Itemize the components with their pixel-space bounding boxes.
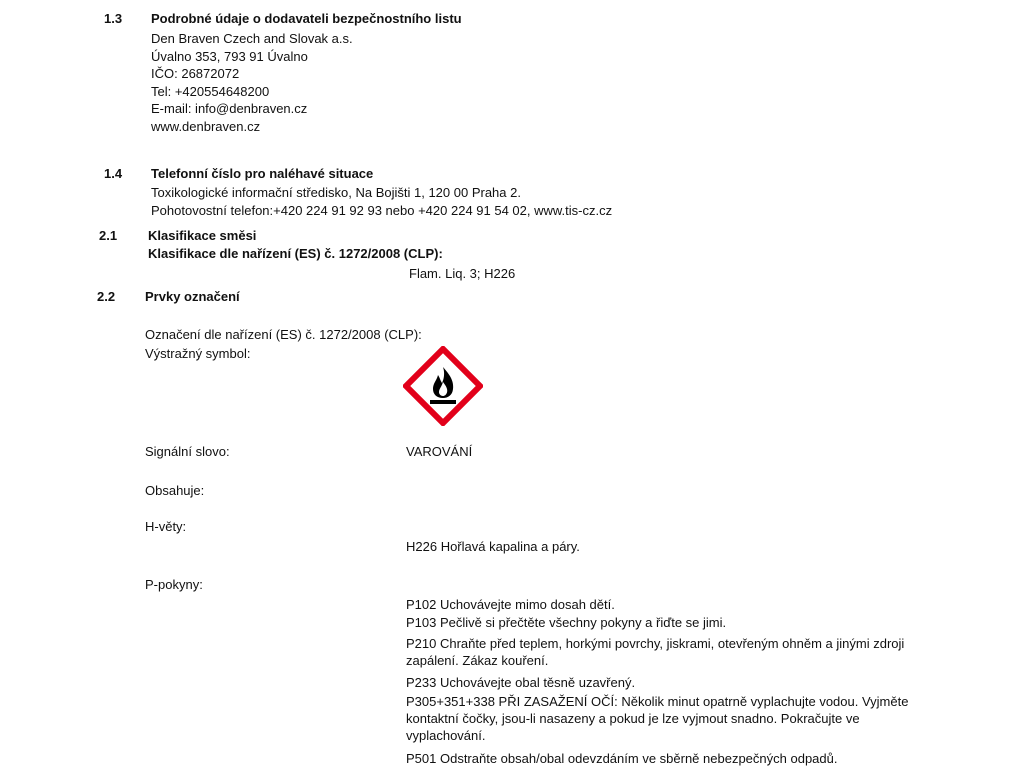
signal-word-label: Signální slovo: <box>145 444 230 459</box>
contains-label: Obsahuje: <box>145 483 205 498</box>
p-statement: P210 Chraňte před teplem, horkými povrchy, jiskrami, otevřeným ohněm a jinými zdroji zapálení. Zákaz kouření. <box>406 636 905 668</box>
section-title-classification: Klasifikace směsi <box>148 228 257 243</box>
section-title-emergency: Telefonní číslo pro naléhavé situace <box>151 166 374 181</box>
p-statement: P103 Pečlivě si přečtěte všechny pokyny a řiďte se jimi. <box>406 615 727 630</box>
supplier-ico: IČO: 26872072 <box>151 66 240 81</box>
emergency-center: Toxikologické informační středisko, Na Bojišti 1, 120 00 Praha 2. <box>151 185 521 200</box>
classification-value: Flam. Liq. 3; H226 <box>409 266 516 281</box>
clp-label-heading: Označení dle nařízení (ES) č. 1272/2008 (CLP): <box>145 327 422 342</box>
p-statement: P501 Odstraňte obsah/obal odevzdáním ve sběrně nebezpečných odpadů. <box>406 751 838 766</box>
classification-regulation: Klasifikace dle nařízení (ES) č. 1272/2008 (CLP): <box>148 246 443 261</box>
p-statement: P102 Uchovávejte mimo dosah dětí. <box>406 597 615 612</box>
h-statement: H226 Hořlavá kapalina a páry. <box>406 539 580 554</box>
supplier-website: www.denbraven.cz <box>151 119 261 134</box>
section-number-2-1: 2.1 <box>99 228 118 243</box>
p-statements-label: P-pokyny: <box>145 577 203 592</box>
hazard-symbol-label: Výstražný symbol: <box>145 346 251 361</box>
p-statement: P305+351+338 PŘI ZASAŽENÍ OČÍ: Několik minut opatrně vyplachujte vodou. Vyjměte kontaktní čočky, jsou-li nasazeny a pokud je lze vyjmout snadno. Pokračujte ve vyplachování. <box>406 694 909 743</box>
supplier-phone: Tel: +420554648200 <box>151 84 270 99</box>
ghs02-flame-icon <box>403 346 483 426</box>
h-statements-label: H-věty: <box>145 519 187 534</box>
section-number-2-2: 2.2 <box>97 289 116 304</box>
section-number-1-4: 1.4 <box>104 166 123 181</box>
supplier-name: Den Braven Czech and Slovak a.s. <box>151 31 353 46</box>
emergency-phone: Pohotovostní telefon:+420 224 91 92 93 nebo +420 224 91 54 02, www.tis-cz.cz <box>151 203 613 218</box>
section-title-label-elements: Prvky označení <box>145 289 240 304</box>
supplier-email: E-mail: info@denbraven.cz <box>151 101 308 116</box>
p-statement: P233 Uchovávejte obal těsně uzavřený. <box>406 675 636 690</box>
section-title-supplier: Podrobné údaje o dodavateli bezpečnostního listu <box>151 11 462 26</box>
supplier-address: Úvalno 353, 793 91 Úvalno <box>151 49 308 64</box>
signal-word-value: VAROVÁNÍ <box>406 444 473 459</box>
section-number-1-3: 1.3 <box>104 11 123 26</box>
